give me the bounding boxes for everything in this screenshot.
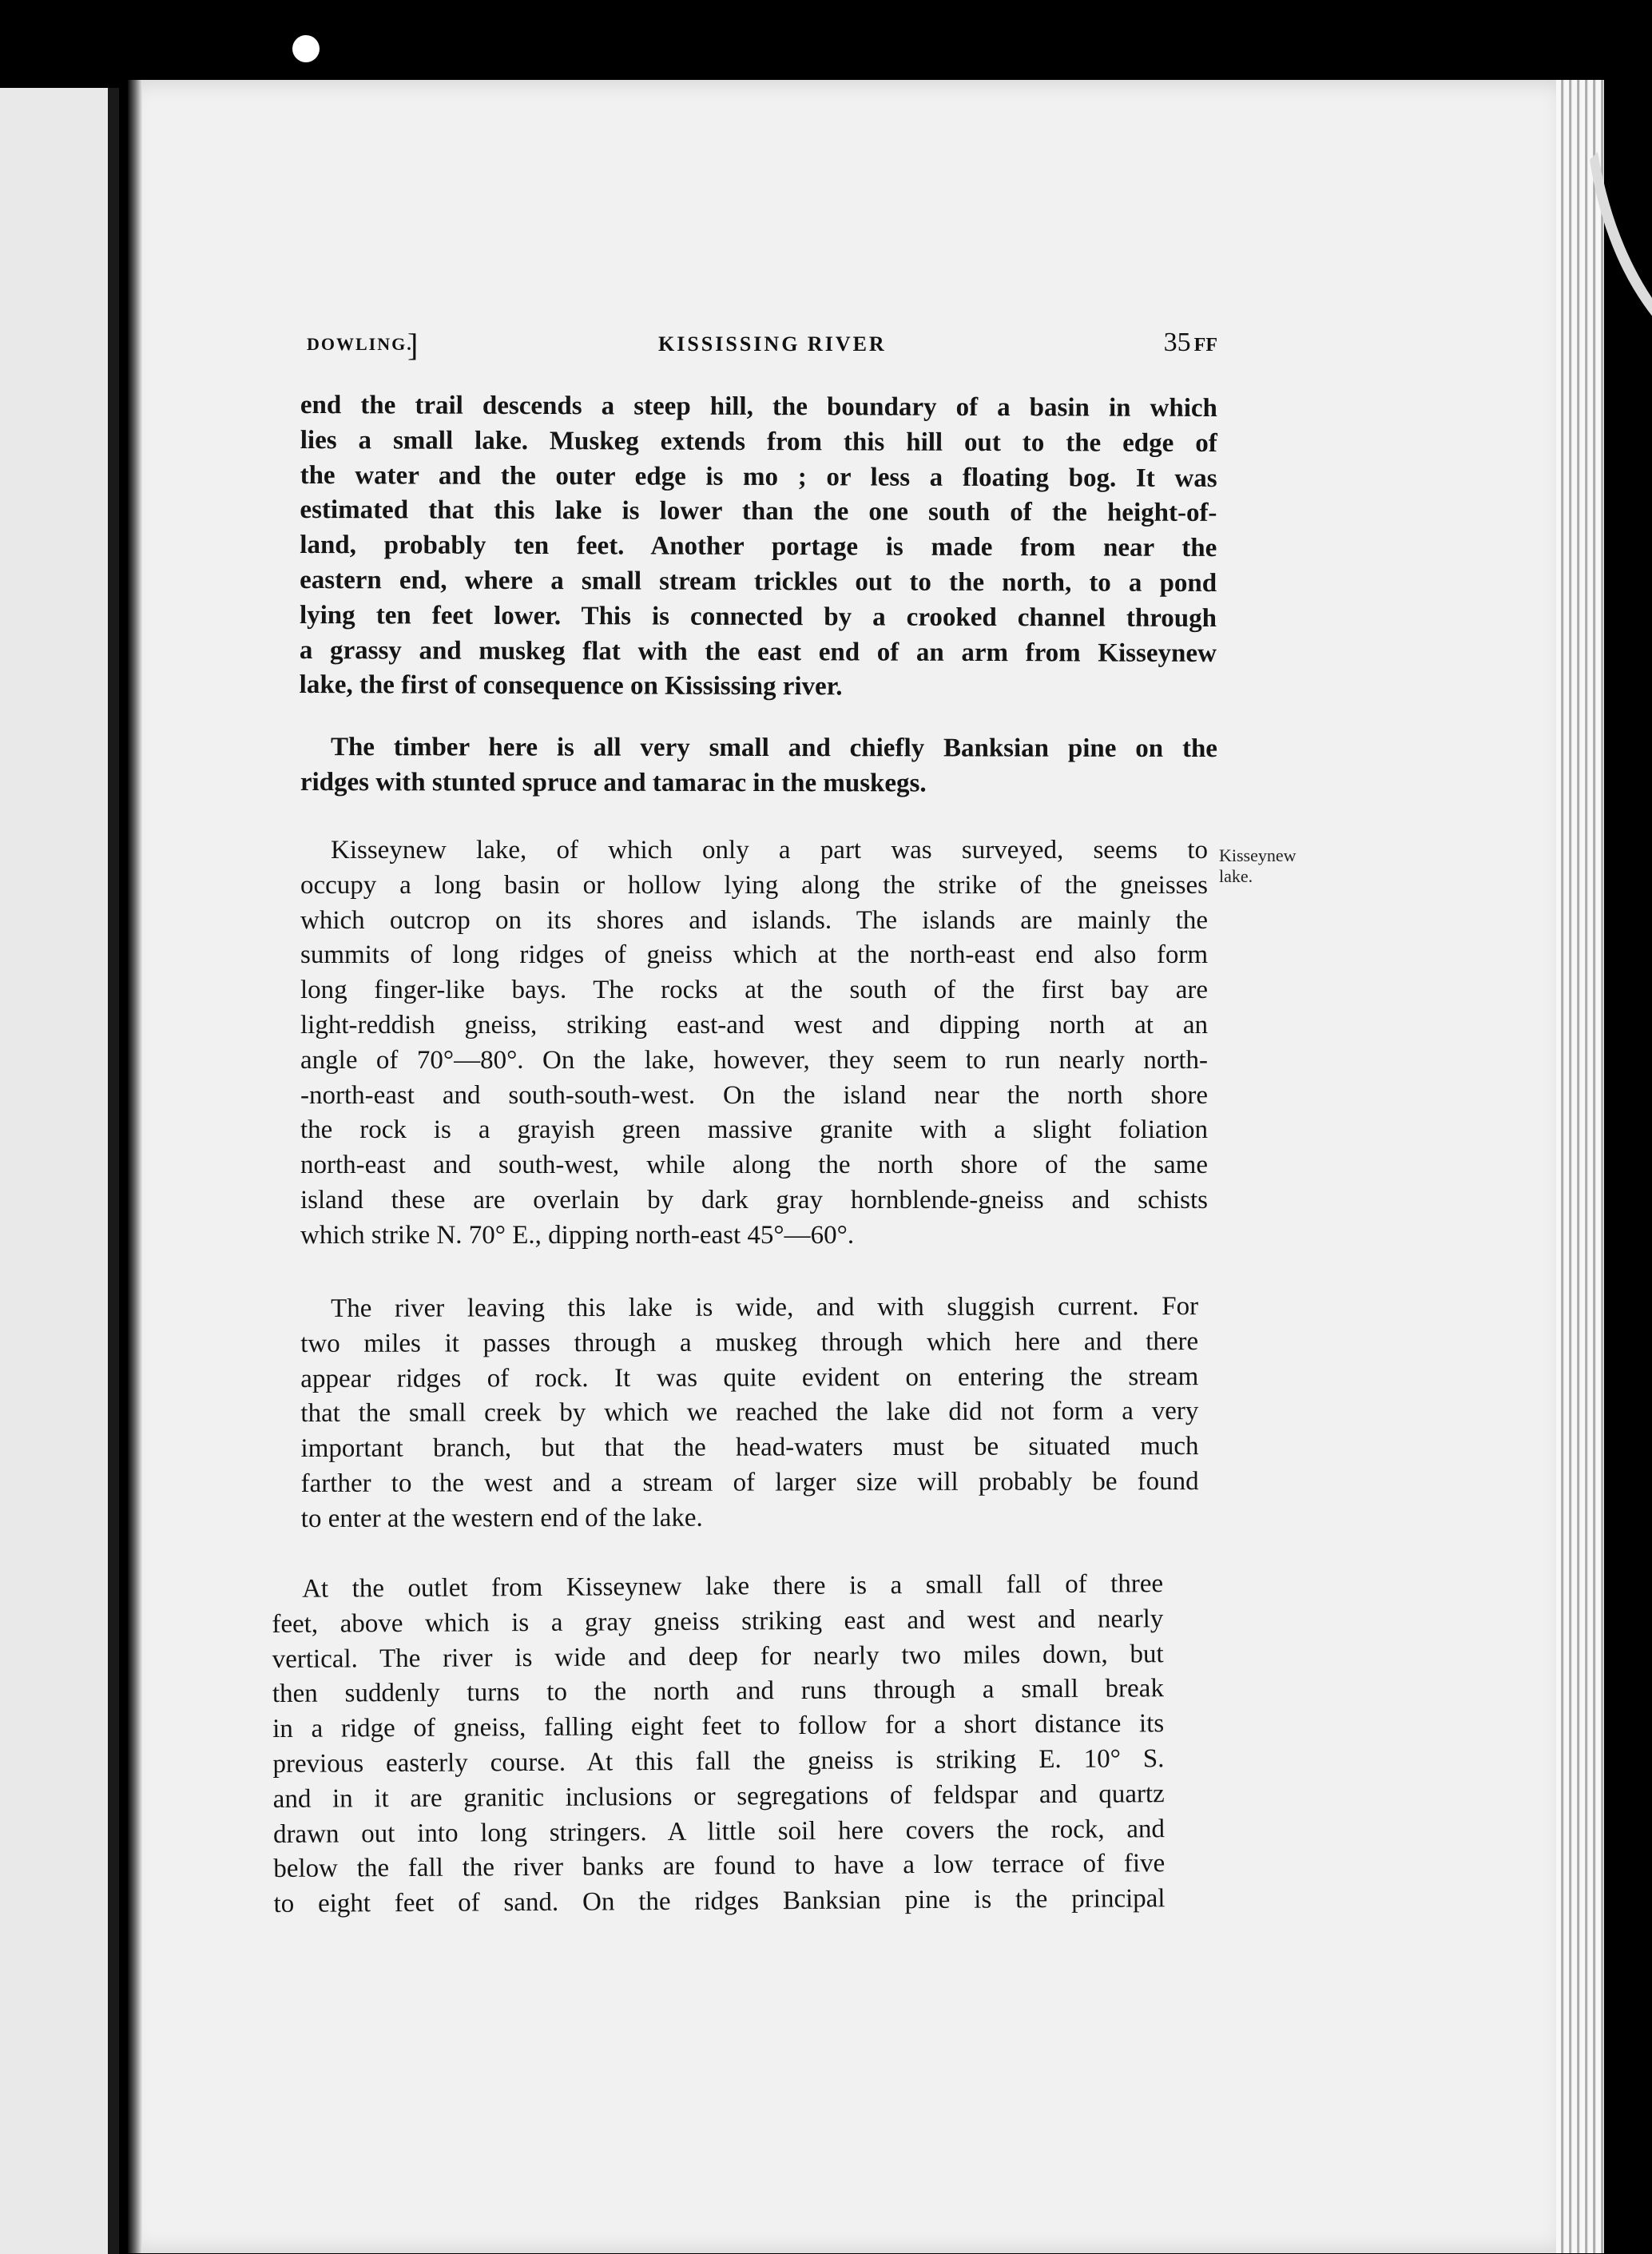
page-corner-curl <box>1590 152 1652 328</box>
running-head <box>307 329 1217 361</box>
text-line: in a ridge of gneiss, falling eight feet to follow for a short distance its <box>272 1709 1165 1744</box>
paragraph-trail-descent <box>300 388 1217 706</box>
text-line: The river leaving this lake is wide, and with sluggish current. For <box>331 1292 1199 1323</box>
page-number-suffix: FF <box>1193 335 1217 356</box>
punch-hole <box>292 35 320 62</box>
text-line: the water and the outer edge is mo ; or less a floating bog. It was <box>300 460 1217 493</box>
text-line: The timber here is all very small and chiefly Banksian pine on the <box>330 733 1217 764</box>
page-number <box>1164 328 1217 358</box>
text-line: appear ridges of rock. It was quite evident on entering the stream <box>300 1362 1199 1393</box>
text-line: which outcrop on its shores and islands. The islands are mainly the <box>300 905 1208 935</box>
text-line: then suddenly turns to the north and runs through a small break <box>272 1674 1165 1709</box>
running-head-bracket: ] <box>407 327 419 363</box>
text-line: occupy a long basin or hollow lying along the strike of the gneisses <box>300 870 1208 900</box>
text-line: estimated that this lake is lower than the one south of the height-of- <box>300 495 1217 528</box>
text-line: the rock is a grayish green massive granite with a slight foliation <box>300 1115 1208 1145</box>
text-line: eastern end, where a small stream trickles out to the north, to a pond <box>300 565 1217 598</box>
text-line: Kisseynew lake, of which only a part was surveyed, seems to <box>331 836 1208 865</box>
text-line: long finger-like bays. The rocks at the south of the first bay are <box>300 976 1208 1005</box>
text-line: and in it are granitic inclusions or segregations of feldspar and quartz <box>272 1779 1165 1814</box>
text-line: -north-east and south-south-west. On the island near the north shore <box>300 1080 1208 1110</box>
text-line: lies a small lake. Muskeg extends from this hill out to the edge of <box>300 425 1217 458</box>
text-line: feet, above which is a gray gneiss striking east and west and nearly <box>272 1604 1164 1639</box>
adjacent-page-edge <box>108 88 119 2254</box>
text-line: north-east and south-west, while along the north shore of the same <box>300 1151 1208 1180</box>
text-line: island these are overlain by dark gray hornblende-gneiss and schists <box>300 1185 1208 1214</box>
text-line: drawn out into long stringers. A little soil here covers the rock, and <box>272 1814 1166 1849</box>
margin-note-line: lake. <box>1219 866 1253 886</box>
text-line: end the trail descends a steep hill, the boundary of a basin in which <box>300 390 1217 423</box>
text-line: lying ten feet lower. This is connected by a crooked channel through <box>299 600 1217 633</box>
text-line: a grassy and muskeg flat with the east end of an arm from Kisseynew <box>299 635 1217 668</box>
text-line: farther to the west and a stream of larger size will probably be found <box>300 1467 1199 1498</box>
text-line: important branch, but that the head-waters must be situated much <box>300 1432 1199 1464</box>
text-line: two miles it passes through a muskeg through which here and there <box>300 1326 1199 1358</box>
paragraph-river-leaving <box>300 1290 1199 1537</box>
text-line: below the fall the river banks are found to have a low terrace of five <box>273 1849 1166 1884</box>
text-line: that the small creek by which we reached the lake did not form a very <box>300 1397 1199 1429</box>
page-number-value: 35 <box>1163 328 1191 357</box>
text-line: At the outlet from Kisseynew lake there is a small fall of three <box>302 1569 1164 1604</box>
running-head-title: KISSISSING RIVER <box>658 332 887 356</box>
adjacent-page <box>0 88 108 2254</box>
text-line: previous easterly course. At this fall the gneiss is striking E. 10° S. <box>272 1744 1165 1779</box>
text-line: to eight feet of sand. On the ridges Banksian pine is the principal <box>273 1884 1166 1919</box>
text-line: vertical. The river is wide and deep for nearly two miles down, but <box>272 1639 1164 1674</box>
text-line: light-reddish gneiss, striking east-and west and dipping north at an <box>300 1010 1208 1040</box>
text-line: land, probably ten feet. Another portage is made from near the <box>300 531 1217 563</box>
page-binding-shadow <box>128 80 142 2253</box>
margin-note <box>1219 845 1323 887</box>
text-line: to enter at the western end of the lake. <box>300 1503 703 1533</box>
margin-note-line: Kisseynew <box>1219 845 1297 865</box>
paragraph-timber <box>300 730 1217 802</box>
text-line: summits of long ridges of gneiss which at the north-east end also form <box>300 940 1208 970</box>
paragraph-kisseynew-lake <box>300 833 1208 1254</box>
text-line: ridges with stunted spruce and tamarac in the muskegs. <box>300 767 927 798</box>
text-line: lake, the first of consequence on Kississing river. <box>299 670 843 702</box>
text-line: angle of 70°—80°. On the lake, however, they seem to run nearly north- <box>300 1045 1208 1075</box>
text-line: which strike N. 70° E., dipping north-east 45°—60°. <box>300 1220 855 1250</box>
running-head-author: DOWLING. <box>307 334 413 354</box>
paragraph-outlet <box>272 1567 1166 1922</box>
page-stack-edge <box>1556 80 1604 2253</box>
